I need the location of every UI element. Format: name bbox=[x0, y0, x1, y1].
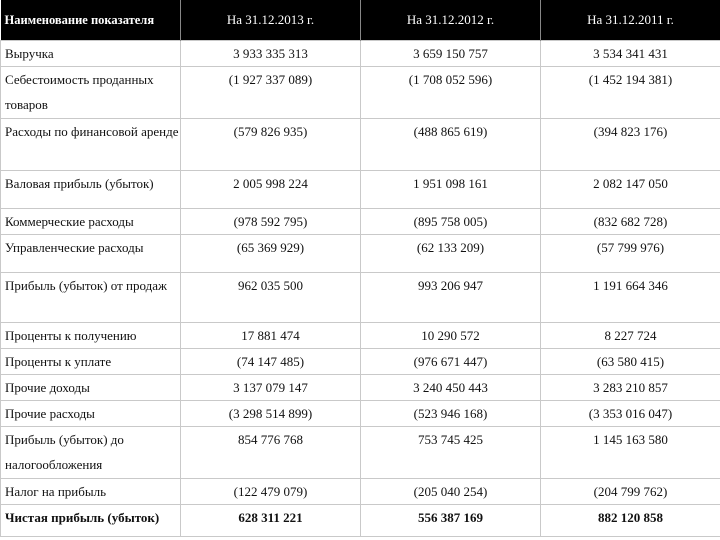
row-value-2012: 1 951 098 161 bbox=[361, 171, 541, 209]
row-value-2013: (74 147 485) bbox=[181, 349, 361, 375]
row-value-2011: 1 191 664 346 bbox=[541, 273, 720, 323]
table-row bbox=[1, 375, 720, 401]
row-value-2011: 3 283 210 857 bbox=[541, 375, 720, 401]
row-value-2013: 854 776 768 bbox=[181, 427, 361, 479]
row-label: Прибыль (убыток) до налогообложения bbox=[1, 427, 181, 479]
row-label: Прочие доходы bbox=[1, 375, 181, 401]
row-value-2012: (523 946 168) bbox=[361, 401, 541, 427]
row-value-2013: (65 369 929) bbox=[181, 235, 361, 273]
row-value-2013: 3 933 335 313 bbox=[181, 41, 361, 67]
row-value-2013: (122 479 079) bbox=[181, 479, 361, 505]
header-2011: На 31.12.2011 г. bbox=[541, 0, 720, 41]
header-2013: На 31.12.2013 г. bbox=[181, 0, 361, 41]
table-row bbox=[1, 323, 720, 349]
table-row bbox=[1, 209, 720, 235]
table-row bbox=[1, 67, 720, 119]
table-row bbox=[1, 119, 720, 171]
row-value-2011: (204 799 762) bbox=[541, 479, 720, 505]
row-value-2011: (57 799 976) bbox=[541, 235, 720, 273]
row-value-2011: 3 534 341 431 bbox=[541, 41, 720, 67]
row-value-2011: (63 580 415) bbox=[541, 349, 720, 375]
row-label: Валовая прибыль (убыток) bbox=[1, 171, 181, 209]
row-value-2011: 8 227 724 bbox=[541, 323, 720, 349]
row-label: Налог на прибыль bbox=[1, 479, 181, 505]
row-value-2011: (394 823 176) bbox=[541, 119, 720, 171]
row-value-2013: 962 035 500 bbox=[181, 273, 361, 323]
row-label: Проценты к уплате bbox=[1, 349, 181, 375]
header-2012: На 31.12.2012 г. bbox=[361, 0, 541, 41]
table-row bbox=[1, 427, 720, 479]
row-value-2012: 3 240 450 443 bbox=[361, 375, 541, 401]
row-value-2011: (832 682 728) bbox=[541, 209, 720, 235]
table-row bbox=[1, 401, 720, 427]
row-value-2012: 753 745 425 bbox=[361, 427, 541, 479]
row-label: Проценты к получению bbox=[1, 323, 181, 349]
row-value-2013: (579 826 935) bbox=[181, 119, 361, 171]
row-label: Управленческие расходы bbox=[1, 235, 181, 273]
row-value-2011: 1 145 163 580 bbox=[541, 427, 720, 479]
table-row bbox=[1, 235, 720, 273]
row-label: Выручка bbox=[1, 41, 181, 67]
row-value-2012: 556 387 169 bbox=[361, 505, 541, 537]
row-value-2013: 628 311 221 bbox=[181, 505, 361, 537]
row-value-2013: (3 298 514 899) bbox=[181, 401, 361, 427]
row-value-2012: (205 040 254) bbox=[361, 479, 541, 505]
row-value-2012: (488 865 619) bbox=[361, 119, 541, 171]
row-value-2012: 993 206 947 bbox=[361, 273, 541, 323]
row-value-2012: 3 659 150 757 bbox=[361, 41, 541, 67]
row-value-2013: 17 881 474 bbox=[181, 323, 361, 349]
row-value-2012: (976 671 447) bbox=[361, 349, 541, 375]
row-label: Расходы по финансовой аренде bbox=[1, 119, 181, 171]
row-label: Себестоимость проданных товаров bbox=[1, 67, 181, 119]
row-value-2013: (978 592 795) bbox=[181, 209, 361, 235]
row-label: Прибыль (убыток) от продаж bbox=[1, 273, 181, 323]
row-value-2013: 3 137 079 147 bbox=[181, 375, 361, 401]
table-row bbox=[1, 41, 720, 67]
row-label: Прочие расходы bbox=[1, 401, 181, 427]
row-value-2011: (1 452 194 381) bbox=[541, 67, 720, 119]
row-value-2013: (1 927 337 089) bbox=[181, 67, 361, 119]
table-body bbox=[1, 41, 720, 537]
table-row bbox=[1, 349, 720, 375]
table-row bbox=[1, 505, 720, 537]
row-value-2011: 882 120 858 bbox=[541, 505, 720, 537]
row-label: Чистая прибыль (убыток) bbox=[1, 505, 181, 537]
row-value-2012: 10 290 572 bbox=[361, 323, 541, 349]
row-value-2011: 2 082 147 050 bbox=[541, 171, 720, 209]
row-value-2012: (895 758 005) bbox=[361, 209, 541, 235]
row-value-2011: (3 353 016 047) bbox=[541, 401, 720, 427]
header-row bbox=[1, 0, 720, 41]
row-value-2012: (62 133 209) bbox=[361, 235, 541, 273]
header-indicator-name: Наименование показателя bbox=[1, 0, 181, 41]
row-value-2012: (1 708 052 596) bbox=[361, 67, 541, 119]
table-row bbox=[1, 273, 720, 323]
table-row bbox=[1, 171, 720, 209]
row-value-2013: 2 005 998 224 bbox=[181, 171, 361, 209]
table-row bbox=[1, 479, 720, 505]
table-header bbox=[1, 0, 720, 41]
row-label: Коммерческие расходы bbox=[1, 209, 181, 235]
